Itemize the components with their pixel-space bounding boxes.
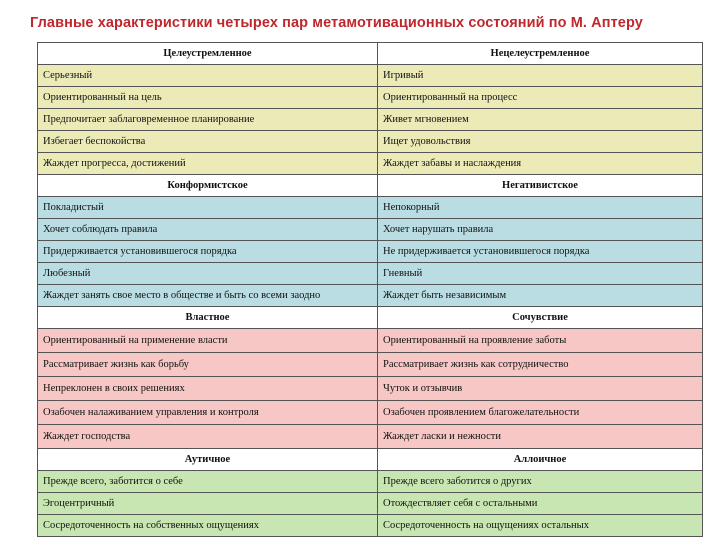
table-row (38, 87, 703, 109)
cell-left: Ориентированный на применение власти (38, 329, 378, 353)
cell-left: Рассматривает жизнь как борьбу (38, 353, 378, 377)
cell-left: Эгоцентричный (38, 493, 378, 515)
table-row (38, 241, 703, 263)
cell-left: Избегает беспокойства (38, 131, 378, 153)
states-table (37, 42, 703, 537)
cell-left: Непреклонен в своих решениях (38, 377, 378, 401)
table-row (38, 153, 703, 175)
cell-right: Озабочен проявлением благожелательности (378, 401, 703, 425)
section-header-row (38, 175, 703, 197)
cell-left: Придерживается установившегося порядка (38, 241, 378, 263)
cell-right: Ищет удовольствия (378, 131, 703, 153)
table-row (38, 65, 703, 87)
section-header-left: Властное (38, 307, 378, 329)
cell-right: Непокорный (378, 197, 703, 219)
section-header-left: Конформистское (38, 175, 378, 197)
cell-left: Предпочитает заблаговременное планирование (38, 109, 378, 131)
cell-left: Серьезный (38, 65, 378, 87)
table-row (38, 471, 703, 493)
cell-right: Гневный (378, 263, 703, 285)
table-row (38, 353, 703, 377)
table-row (38, 493, 703, 515)
table-row (38, 263, 703, 285)
cell-left: Сосредоточенность на собственных ощущениях (38, 515, 378, 537)
section-header-row (38, 449, 703, 471)
cell-right: Прежде всего заботится о других (378, 471, 703, 493)
cell-left: Хочет соблюдать правила (38, 219, 378, 241)
cell-left: Покладистый (38, 197, 378, 219)
cell-right: Жаждет ласки и нежности (378, 425, 703, 449)
table-row (38, 515, 703, 537)
section-header-right: Нецелеустремленное (378, 43, 703, 65)
cell-left: Жаждет господства (38, 425, 378, 449)
section-header-right: Сочувствие (378, 307, 703, 329)
cell-right: Жаждет забавы и наслаждения (378, 153, 703, 175)
table-row (38, 425, 703, 449)
section-header-right: Негативистское (378, 175, 703, 197)
table-row (38, 109, 703, 131)
cell-right: Хочет нарушать правила (378, 219, 703, 241)
cell-right: Чуток и отзывчив (378, 377, 703, 401)
cell-right: Игривый (378, 65, 703, 87)
section-header-row (38, 43, 703, 65)
cell-right: Живет мгновением (378, 109, 703, 131)
table-row (38, 197, 703, 219)
cell-left: Прежде всего, заботится о себе (38, 471, 378, 493)
table-row (38, 285, 703, 307)
cell-right: Не придерживается установившегося порядка (378, 241, 703, 263)
table-row (38, 131, 703, 153)
table-row (38, 329, 703, 353)
cell-right: Жаждет быть независимым (378, 285, 703, 307)
section-header-left: Аутичное (38, 449, 378, 471)
table-row (38, 377, 703, 401)
section-header-row (38, 307, 703, 329)
cell-left: Жаждет прогресса, достижений (38, 153, 378, 175)
cell-right: Ориентированный на процесс (378, 87, 703, 109)
cell-left: Ориентированный на цель (38, 87, 378, 109)
section-header-left: Целеустремленное (38, 43, 378, 65)
cell-right: Сосредоточенность на ощущениях остальных (378, 515, 703, 537)
cell-right: Отождествляет себя с остальными (378, 493, 703, 515)
cell-left: Жаждет занять свое место в обществе и быть со всеми заодно (38, 285, 378, 307)
section-header-right: Аллоичное (378, 449, 703, 471)
cell-left: Озабочен налаживанием управления и контроля (38, 401, 378, 425)
table-row (38, 401, 703, 425)
cell-right: Ориентированный на проявление заботы (378, 329, 703, 353)
page-title: Главные характеристики четырех пар метамотивационных состояний по М. Аптеру (30, 15, 643, 31)
table-row (38, 219, 703, 241)
cell-right: Рассматривает жизнь как сотрудничество (378, 353, 703, 377)
cell-left: Любезный (38, 263, 378, 285)
